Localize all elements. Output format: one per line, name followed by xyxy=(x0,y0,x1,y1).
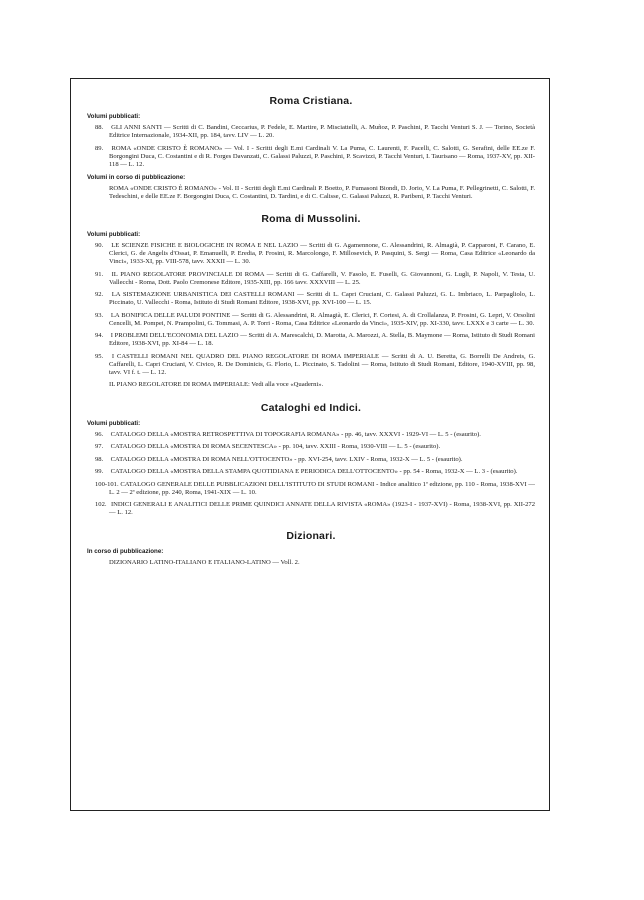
entry-number: 94. xyxy=(95,332,104,339)
entry-text: IL PIANO REGOLATORE DI ROMA IMPERIALE: Vedi alla voce «Quaderni». xyxy=(109,381,324,388)
section-spacer xyxy=(87,522,535,526)
entry-number: 99. xyxy=(95,468,104,475)
catalog-entry xyxy=(87,185,535,201)
entry-number: 100-101. xyxy=(95,480,119,488)
catalog-entry xyxy=(87,242,535,266)
entry-text: ROMA «ONDE CRISTO È ROMANO» - Vol. II - Scritti degli E.mi Cardinali P. Boetto, P. Fumasoni Biondi, D. Jorio, V. La Puma, F. Pellegrinetti, C. Salotti, F. Tedeschini, e delle EE.ze F. Borgongini Duca, C. Costantini, D. Tardini, e di C. Calisse, C. Galassi Paluzzi, R. Paribeni, P. Tacchi Venturi. xyxy=(109,184,535,200)
entry-number: 92. xyxy=(95,291,104,298)
catalog-entry xyxy=(87,332,535,348)
entry-text: IL PIANO REGOLATORE PROVINCIALE DI ROMA — Scritti di G. Caffarelli, V. Fasolo, E. Fuselli, G. Giovannoni, G. Lugli, P. Napoli, V. Testa, U. Vallecchi - Roma, Dott. Paolo Cremonese Editore, 1935-XIII, pp. 166 tavv. XXXVIII — L. 25. xyxy=(109,270,535,286)
entry-text: LE SCIENZE FISICHE E BIOLOGICHE IN ROMA E NEL LAZIO — Scritti di G. Agamennone, C. Alessandrini, R. Almagià, P. Capparoni, F. Carano, E. Clerici, G. de Angelis d'Ossat, P. Emanuelli, P. Eredia, P. Frosini, R. Marcolongo, F. Millosevich, P. Pasquini, S. Sergi — Roma, Casa Editrice «Leonardo da Vinci», 1933-XI, pp. VIII-578, tavv. XXXII — L. 30. xyxy=(109,242,536,265)
entry-number: 88. xyxy=(95,124,104,131)
entry-text: ROMA «ONDE CRISTO È ROMANO» — Vol. I - Scritti degli E.mi Cardinali V. La Puma, C. Laurenti, F. Pacelli, C. Salotti, G. Serafini, delle EE.ze F. Borgongini Duca, C. Costantini e di R. Forges Davanzati, C. Galassi Paluzzi, P. Paschini, P. Scavizzi, P. Tacchi Venturi, I. Taurisano — Roma, 1937-XV, pp. XII-118 — L. 12. xyxy=(109,144,535,168)
entry-number: 93. xyxy=(95,311,104,319)
section-spacer xyxy=(87,394,535,398)
entry-number: 95. xyxy=(95,352,104,360)
catalog-entry xyxy=(87,381,535,389)
catalog-entry xyxy=(87,271,535,287)
group-subhead: Volumi pubblicati: xyxy=(87,231,141,238)
entry-text: GLI ANNI SANTI — Scritti di C. Bandini, Ceccarius, P. Fedele, E. Martire, P. Misciattelli, A. Muñoz, P. Paschini, P. Tacchi Venturi S. J. — Torino, Società Editrice Internazionale, 1934-XII, pp. 184, tavv. LIV — L. 20. xyxy=(109,124,535,139)
entry-text: INDICI GENERALI E ANALITICI DELLE PRIME QUINDICI ANNATE DELLA RIVISTA «ROMA» (1923-I - 1937-XVI) - Roma, 1938-XVI, pp. XII-272 — L. 12. xyxy=(109,501,535,516)
entry-text: LA SISTEMAZIONE URBANISTICA DEI CASTELLI ROMANI — Scritti di L. Capri Cruciani, C. Galassi Paluzzi, G. L. Imbriaco, L. Parpagliolo, L. Piccinato, U. Vallecchi - Roma, Istituto di Studi Romani Editore, 1938-XVI, pp. XVI-100 — L. 15. xyxy=(109,291,536,306)
entry-text: DIZIONARIO LATINO-ITALIANO E ITALIANO-LATINO — Voll. 2. xyxy=(109,558,300,566)
entry-text: CATALOGO DELLA «MOSTRA DI ROMA NELL'OTTOCENTO» - pp. XVI-254, tavv. LXIV - Roma, 1932-X — L. 5 - (esaurito). xyxy=(110,455,463,463)
catalog-entry xyxy=(87,443,535,451)
entry-number: 97. xyxy=(95,443,104,450)
section-spacer xyxy=(87,205,535,209)
section-title: Dizionari. xyxy=(286,529,336,542)
entry-number: 96. xyxy=(95,430,104,438)
catalog-entry xyxy=(87,456,535,464)
group-subhead: Volumi in corso di pubblicazione: xyxy=(87,173,186,181)
entry-number: 102. xyxy=(95,501,107,508)
section-spacer xyxy=(87,571,535,575)
entry-text: CATALOGO DELLA «MOSTRA DI ROMA SECENTESCA» - pp. 104, tavv. XXIII - Roma, 1930-VIII — L. 5 - (esaurito). xyxy=(110,443,441,450)
catalog-entry xyxy=(87,124,535,140)
group-subhead: Volumi pubblicati: xyxy=(87,419,141,427)
entry-text: CATALOGO GENERALE DELLE PUBBLICAZIONI DELL'ISTITUTO DI STUDI ROMANI - Indice analitico 1ª edizione, pp. 110 - Roma, 1938-XVI — L. 2 — 2ª edizione, pp. 240, Roma, 1941-XIX — L. 10. xyxy=(109,480,535,496)
entry-number: 89. xyxy=(95,144,104,152)
catalog-entry xyxy=(87,291,535,307)
bordered-frame xyxy=(70,78,550,811)
catalog-entry xyxy=(87,559,535,567)
catalog-entry xyxy=(87,501,535,517)
catalog-entry xyxy=(87,468,535,476)
catalog-entry xyxy=(87,353,535,377)
section-title: Cataloghi ed Indici. xyxy=(260,401,362,414)
group-subhead: In corso di pubblicazione: xyxy=(87,547,164,555)
section-title: Roma Cristiana. xyxy=(269,95,353,107)
entry-number: 98. xyxy=(95,455,104,463)
entry-text: I PROBLEMI DELL'ECONOMIA DEL LAZIO — Scritti di A. Marescalchi, D. Marotta, A. Marozzi, A. Stella, B. Maymone — Roma, Istituto di Studi Romani Editore, 1938-XVI, pp. XI-84 — L. 18. xyxy=(109,332,535,347)
entry-text: LA BONIFICA DELLE PALUDI PONTINE — Scritti di G. Alessandrini, R. Almagià, E. Clerici, F. Cortesi, A. di Crollalanza, P. Frosini, G. Lepri, V. Orsolini Cencelli, M. Pompei, N. Prampolini, G. Tommasi, A. P. Torri - Roma, Casa Editrice «Leonardo da Vinci», 1935-XIV, pp. XI-330, tavv. LXXX e 3 carte — L. 30. xyxy=(109,311,535,327)
catalog-entry xyxy=(87,145,535,169)
entry-text: CATALOGO DELLA «MOSTRA DELLA STAMPA QUOTIDIANA E PERIODICA DELL'OTTOCENTO» - pp. 54 - Roma, 1932-X — L. 3 - (esaurito). xyxy=(110,468,518,475)
catalog-entry xyxy=(87,312,535,328)
catalog-entry xyxy=(87,431,535,439)
entry-text: I CASTELLI ROMANI NEL QUADRO DEL PIANO REGOLATORE DI ROMA IMPERIALE — Scritti di A. U. Beretta, G. Borrelli De Andreis, G. Caffarelli, L. Capri Cruciani, V. Civico, R. De Dominicis, G. Florio, L. Piccinato, S. Tadolini — Roma, Istituto di Studi Romani, Editore, 1940-XVIII, pp. 98, tavv. VI f. t. — L. 12. xyxy=(109,352,536,376)
section-title: Roma di Mussolini. xyxy=(261,213,361,225)
entry-number: 90. xyxy=(95,242,104,249)
group-subhead: Volumi pubblicati: xyxy=(87,113,141,120)
catalog-entry xyxy=(87,481,535,497)
entry-text: CATALOGO DELLA «MOSTRA RETROSPETTIVA DI TOPOGRAFIA ROMANA» - pp. 46, tavv. XXXVI - 1929-VI — L. 5 - (esaurito). xyxy=(110,430,481,438)
entry-number: 91. xyxy=(95,270,104,278)
